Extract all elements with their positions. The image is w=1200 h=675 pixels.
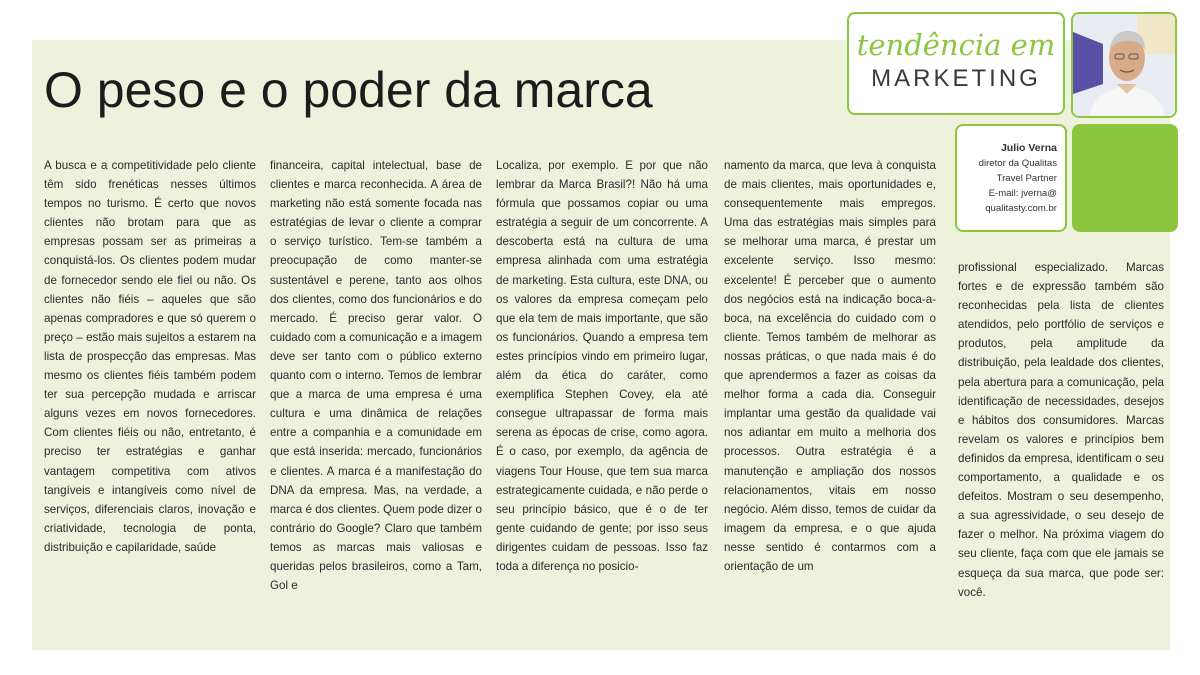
- column-text: Localiza, por exemplo. E por que não lembrar da Marca Brasil?! Não há uma fórmula que possamos copiar ou uma estratégia a seguir de um concorrente. A descoberta está na cultura de uma empresa alinhada com uma estratégia de marketing. Esta cultura, este DNA, ou os valores da empresa começam pelo que ela tem de mais importante, que são os funcionários. Quando a empresa tem estes princípios vindo em primeiro lugar, além da ética do caráter, como exemplifica Stephen Covey, ela até consegue ultrapassar de forma mais serena as épocas de crise, como agora. É o caso, por exemplo, da agência de viagens Tour House, que tem sua marca estrategicamente cuidada, e não perde o seu princípio básico, que é o de ter gente cuidando de gente; por isso seus dirigentes cuidam de pessoas. Isso faz toda a diferença no posicio-: [496, 159, 708, 573]
- article-column-4: [724, 156, 936, 576]
- author-company: Travel Partner: [996, 173, 1057, 184]
- column-text: financeira, capital intelectual, base de clientes e marca reconhecida. A área de marketing não está somente focada nas estratégias de levar o cliente a comprar o serviço turístico. Tem-se também a preocupação de como manter-se sustentável e perene, tanto aos olhos dos clientes, como dos funcionários e do mercado. É preciso gerar valor. O cuidado com a comunicação e a imagem deve ser tanto com o público externo quanto com o interno. Temos de lembrar que a marca de uma empresa é uma cultura e uma dinâmica de relações entre a companhia e a comunidade em que está inserida: mercado, funcionários e clientes. A marca é a manifestação do DNA da empresa. Mas, na verdade, a marca é dos clientes. Quem pode dizer o contrário do Google? Claro que também temos as marcas mais valiosas e queridas pelos brasileiros, como a Tam, Gol e: [270, 159, 482, 593]
- author-photo: [1071, 12, 1177, 118]
- author-email-domain: qualitasty.com.br: [985, 203, 1057, 214]
- article-title: O peso e o poder da marca: [44, 62, 653, 118]
- author-info: [955, 124, 1067, 232]
- column-text: profissional especializado. Marcas fortes e de expressão também são reconhecidas pela lista de clientes atendidos, pelo portfólio de serviços e produtos, pela amplitude da distribuição, pela lealdade dos clientes, pela abertura para a comunicação, pela identificação de necessidades, desejos e hábitos dos consumidores. Marcas revelam os valores e princípios bem definidos da empresa, identificam o seu comportamento, a qualidade e os defeitos. Mostram o seu desempenho, a sua agressividade, o seu desejo de fazer o melhor. Na próxima viagem do seu cliente, faça com que ele jamais se esqueça da sua marca, que pode ser: você.: [958, 261, 1164, 599]
- author-email-label: E-mail: jverna@: [988, 188, 1057, 199]
- author-title: diretor da Qualitas: [978, 158, 1057, 169]
- section-logo-line1: tendência em: [856, 28, 1056, 62]
- author-name: Julio Verna: [1000, 142, 1057, 154]
- column-text: namento da marca, que leva à conquista de mais clientes, mais oportunidades e, consequentemente mais empregos. Uma das estratégias mais simples para se melhorar uma marca, é prestar um excelente serviço. Isso mesmo: excelente! É perceber que o aumento dos negócios está na indicação boca-a-boca, na excelência do cuidado com o cliente. Temos também de melhorar as nossas práticas, o que nada mais é do que aprendermos a fazer as coisas da melhor forma a cada dia. Conseguir implantar uma gestão da qualidade vai nos adiantar em muito a melhoria dos processos. Outra estratégia é a manutenção e ampliação dos nossos relacionamentos, vitais em nosso negócio. Além disso, temos de cuidar da imagem da empresa, e o que ajuda nesse sentido é contarmos com a orientação de um: [724, 159, 936, 573]
- article-column-2: [270, 156, 482, 595]
- column-text: A busca e a competitividade pelo cliente têm sido frenéticas nesses últimos tempos no turismo. É certo que novos clientes não brotam para que as empresas possam ser as primeiras a conquistá-los. Os clientes podem mudar de fornecedor sendo ele fiel ou não. Os clientes não fiéis – aqueles que são apenas compradores e que só querem o preço – estão mais sujeitos a estarem na lista de prospecção das empresas. Mas mesmo os clientes fiéis também podem ter sua percepção mudada e arriscar alguns vezes em novos fornecedores. Com clientes fiéis ou não, entretanto, é preciso ter estratégias e ganhar vantagem competitiva com ativos tangíveis e intangíveis como nível de serviços, diferenciais claros, inovação e criatividade, tecnologia de ponta, distribuição e capilaridade, saúde: [44, 159, 256, 554]
- article-column-1: [44, 156, 256, 557]
- section-logo: [847, 12, 1065, 115]
- author-portrait-icon: [1073, 14, 1175, 116]
- article-column-5: [958, 258, 1164, 602]
- decorative-green-square: [1072, 124, 1178, 232]
- section-logo-line2: MARKETING: [871, 65, 1041, 92]
- article-column-3: [496, 156, 708, 576]
